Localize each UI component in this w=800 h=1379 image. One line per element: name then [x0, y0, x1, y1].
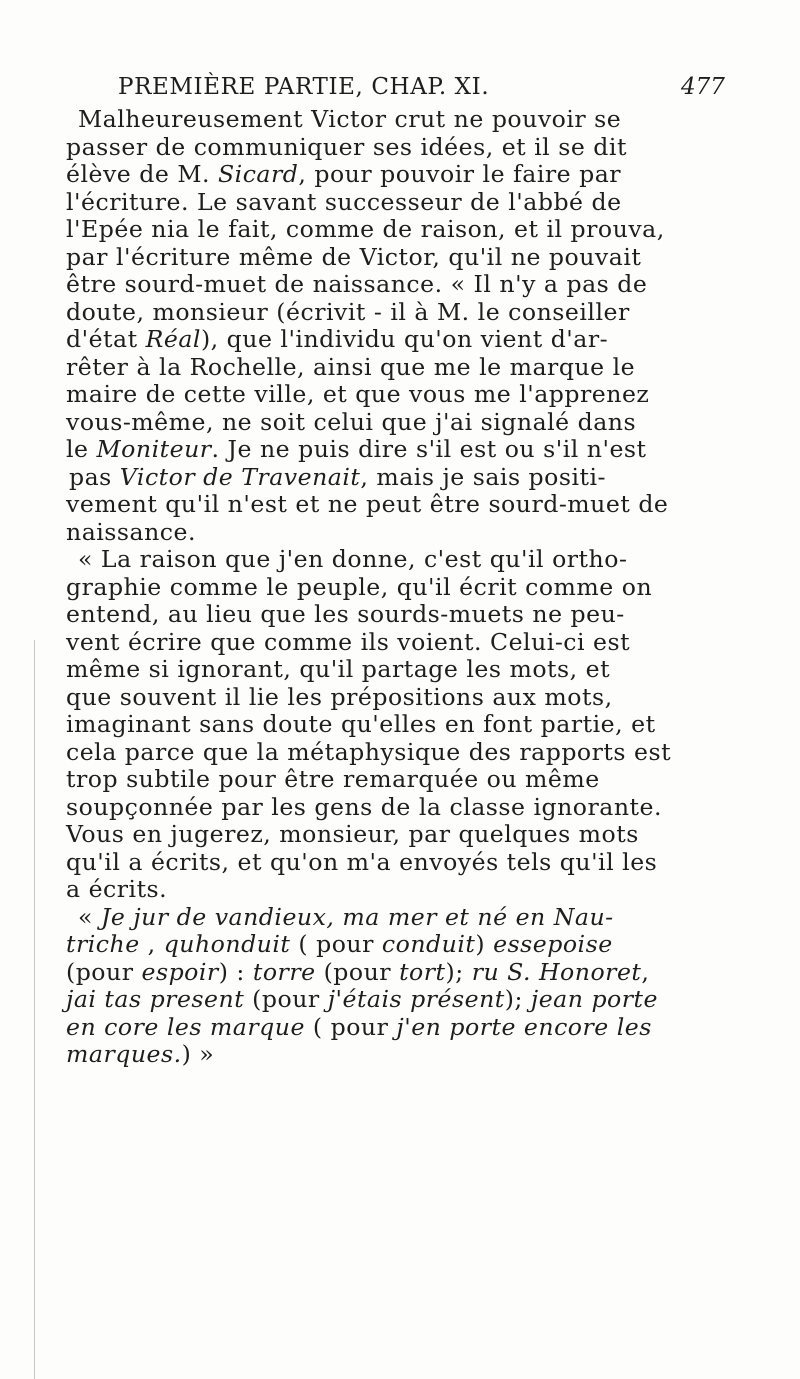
text-line: en core les marque ( pour j'en porte encore les	[66, 1012, 652, 1041]
text-line: pas Victor de Travenait, mais je sais positi-	[69, 462, 607, 491]
text-line: graphie comme le peuple, qu'il écrit comme on	[66, 572, 653, 601]
text-line: vement qu'il n'est et ne peut être sourd-muet de	[66, 490, 669, 518]
text-line: a écrits.	[66, 875, 168, 903]
text-line: « La raison que j'en donne, c'est qu'il ortho-	[78, 545, 628, 573]
text-line: marques.) »	[66, 1040, 215, 1068]
text-line: l'Epée nia le fait, comme de raison, et il prouva,	[66, 215, 665, 243]
text-line: même si ignorant, qu'il partage les mots, et	[66, 655, 611, 683]
italic-name: Sicard	[218, 160, 299, 188]
text-line: Vous en jugerez, monsieur, par quelques mots	[66, 820, 639, 848]
italic-name: Réal	[145, 325, 201, 353]
text-line: jai tas present (pour j'étais présent); jean porte	[66, 985, 658, 1013]
text-line: passer de communiquer ses idées, et il se dit	[66, 132, 627, 161]
text-line: maire de cette ville, et que vous me l'apprenez	[66, 380, 650, 408]
text-line: trop subtile pour être remarquée ou même	[66, 765, 600, 793]
text-line: cela parce que la métaphysique des rapports est	[66, 737, 672, 766]
text-line: entend, au lieu que les sourds-muets ne peu-	[66, 600, 625, 628]
text-line: naissance.	[66, 517, 196, 546]
text-line: soupçonnée par les gens de la classe ignorante.	[66, 792, 662, 821]
text-line: vent écrire que comme ils voient. Celui-ci est	[66, 627, 631, 656]
text-line: être sourd-muet de naissance. « Il n'y a pas de	[66, 270, 648, 298]
text-line: Malheureusement Victor crut ne pouvoir se	[78, 105, 622, 133]
text-line: rêter à la Rochelle, ainsi que me le marque le	[66, 352, 636, 381]
text-line: qu'il a écrits, et qu'on m'a envoyés tels qu'il les	[66, 847, 658, 876]
italic-name: Victor de Travenait	[119, 462, 361, 491]
text-line: par l'écriture même de Victor, qu'il ne pouvait	[66, 242, 642, 271]
text-line: vous-même, ne soit celui que j'ai signalé dans	[66, 407, 637, 436]
text-line: (pour espoir) : torre (pour tort); ru S. Honoret,	[66, 957, 650, 986]
text-line: le Moniteur. Je ne puis dire s'il est ou s'il n'est	[66, 435, 647, 463]
text-line: « Je jur de vandieux, ma mer et né en Nau-	[78, 902, 614, 931]
text-line: imaginant sans doute qu'elles en font partie, et	[66, 710, 656, 738]
text-line: triche , quhonduit ( pour conduit) essepoise	[66, 930, 613, 958]
text-line: que souvent il lie les prépositions aux mots,	[66, 682, 613, 711]
text-line: doute, monsieur (écrivit - il à M. le conseiller	[66, 297, 630, 326]
italic-title: Moniteur	[96, 435, 212, 463]
page-edge-shadow	[34, 640, 35, 1379]
running-head: PREMIÈRE PARTIE, CHAP. XI.	[118, 74, 490, 100]
text-line: élève de M. Sicard, pour pouvoir le faire par	[66, 160, 622, 188]
italic-quote: Je jur de vandieux, ma mer et né en Nau-	[100, 902, 614, 931]
page-number: 477	[681, 74, 725, 100]
text-line: l'écriture. Le savant successeur de l'abbé de	[66, 187, 622, 216]
text-line: d'état Réal), que l'individu qu'on vient d'ar-	[66, 325, 609, 353]
page-body	[66, 106, 796, 1069]
